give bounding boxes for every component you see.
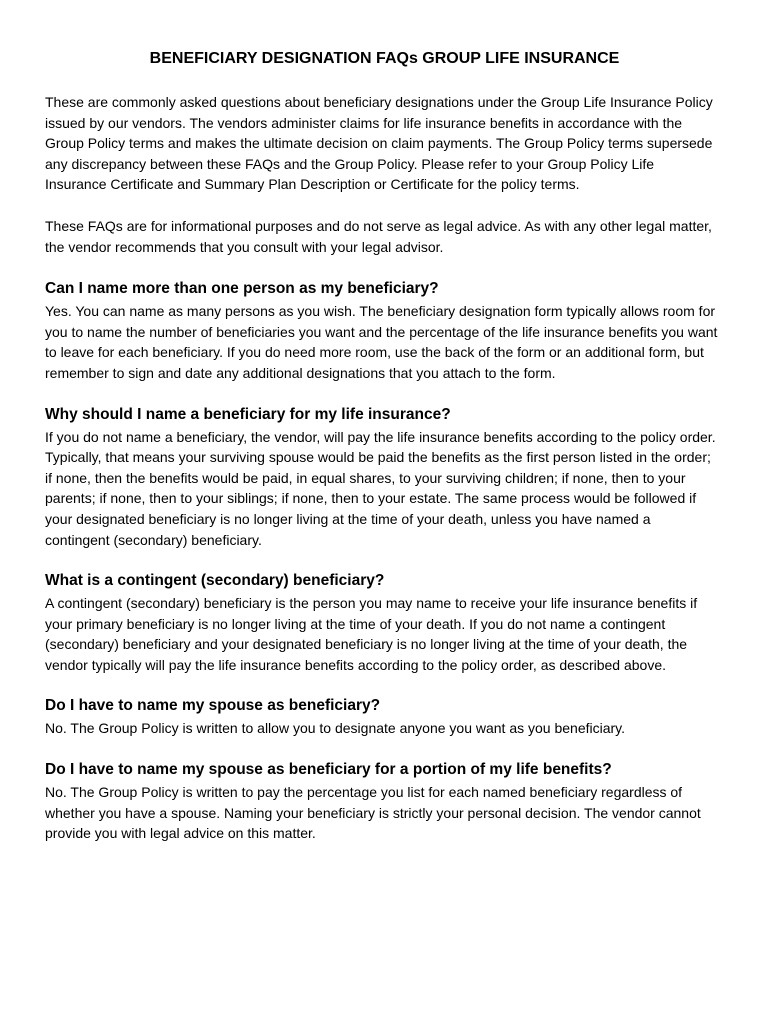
faq-question: What is a contingent (secondary) beneficiary? [45, 572, 385, 590]
faq-answer: A contingent (secondary) beneficiary is the person you may name to receive your life insurance benefits if your primary beneficiary is no longer living at the time of your death. If you do not name a contingent (secondary) beneficiary and your designated beneficiary is no longer living at the time of your death, the vendor typically will pay the life insurance benefits according to the policy order, as described above. [45, 595, 698, 673]
faq-question: Do I have to name my spouse as beneficiary for a portion of my life benefits? [45, 761, 612, 779]
faq-item [45, 759, 718, 844]
faq-item [45, 695, 718, 739]
document-title: BENEFICIARY DESIGNATION FAQs GROUP LIFE INSURANCE [149, 50, 620, 67]
faq-question: Why should I name a beneficiary for my life insurance? [45, 405, 451, 423]
faq-answer: Yes. You can name as many persons as you wish. The beneficiary designation form typically allows room for you to name the number of beneficiaries you want and the percentage of the life insurance benefits you want to leave for each beneficiary. If you do need more room, use the back of the form or an additional form, but remember to sign and date any additional designations that you attach to the form. [45, 303, 718, 381]
faq-answer: If you do not name a beneficiary, the vendor, will pay the life insurance benefits according to the policy order. Typically, that means your surviving spouse would be paid the benefits as the first person listed in the order; if none, then the benefits would be paid, in equal shares, to your surviving children; if none, then to your parents; if none, then to your siblings; if none, then to your estate. The same process would be followed if your designated beneficiary is no longer living at the time of your death, unless you have named a contingent (secondary) beneficiary. [45, 428, 716, 548]
faq-question: Can I name more than one person as my beneficiary? [45, 280, 439, 298]
faq-item [45, 570, 718, 675]
intro-paragraph-1: These are commonly asked questions about beneficiary designations under the Group Life Insurance Policy issued by our vendors. The vendors administer claims for life insurance benefits in accordance with the Group Policy terms and makes the ultimate decision on claim payments. The Group Policy terms supersede any discrepancy between these FAQs and the Group Policy. Please refer to your Group Policy Life Insurance Certificate and Summary Plan Description or Certificate for the policy terms. [45, 94, 713, 193]
faq-answer: No. The Group Policy is written to allow you to designate anyone you want as you beneficiary. [45, 720, 626, 737]
faq-question: Do I have to name my spouse as beneficiary? [45, 697, 381, 715]
faq-item [45, 404, 718, 551]
faq-item [45, 278, 718, 383]
faq-answer: No. The Group Policy is written to pay the percentage you list for each named beneficiary regardless of whether you have a spouse. Naming your beneficiary is strictly your personal decision. The vendor cannot provide you with legal advice on this matter. [45, 784, 701, 842]
intro-paragraph-2: These FAQs are for informational purposes and do not serve as legal advice. As with any other legal matter, the vendor recommends that you consult with your legal advisor. [45, 217, 712, 255]
